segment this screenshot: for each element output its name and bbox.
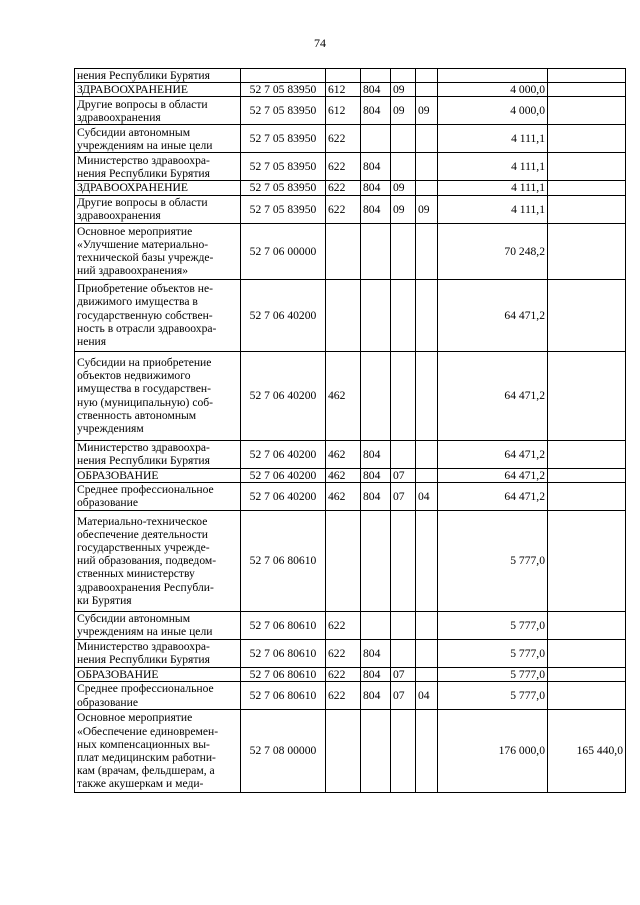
- row-name-cell: [75, 83, 241, 97]
- table-row: [75, 710, 626, 793]
- grbs-cell: 804: [361, 83, 391, 97]
- rz-cell: [391, 351, 416, 440]
- rz-cell: [391, 611, 416, 639]
- sum-cell: 5 777,0: [438, 682, 548, 710]
- rz-cell: [391, 639, 416, 667]
- csr-cell: 52 7 06 80610: [241, 667, 326, 681]
- row-name-line: Материально-техническое: [77, 514, 208, 528]
- vr-cell: 462: [326, 468, 361, 482]
- rz-cell: [391, 710, 416, 793]
- grbs-cell: [361, 125, 391, 153]
- rz-cell: [391, 440, 416, 468]
- sum-cell: 64 471,2: [438, 279, 548, 351]
- row-name-line: обеспечение деятельности: [77, 527, 208, 541]
- row-name-line: Среднее профессиональное: [77, 483, 214, 497]
- row-name-line: имущества в государствен-: [77, 382, 211, 396]
- sum2-cell: [548, 639, 626, 667]
- sum2-cell: [548, 482, 626, 510]
- pr-cell: [416, 710, 438, 793]
- sum2-cell: [548, 125, 626, 153]
- grbs-cell: [361, 510, 391, 611]
- grbs-cell: 804: [361, 195, 391, 223]
- table-row: [75, 97, 626, 125]
- rz-cell: 09: [391, 195, 416, 223]
- rz-cell: [391, 279, 416, 351]
- row-name-line: кам (врачам, фельдшерам, а: [77, 764, 215, 778]
- sum2-cell: 165 440,0: [548, 710, 626, 793]
- row-name-cell: [75, 710, 241, 793]
- row-name-line: ность в отрасли здравоохра-: [77, 321, 217, 335]
- csr-cell: 52 7 06 40200: [241, 279, 326, 351]
- row-name-cell: [75, 181, 241, 195]
- sum-cell: [438, 69, 548, 83]
- csr-cell: 52 7 06 40200: [241, 482, 326, 510]
- pr-cell: [416, 125, 438, 153]
- row-name-line: ных компенсационных вы-: [77, 737, 210, 751]
- sum-cell: 4 111,1: [438, 195, 548, 223]
- pr-cell: 04: [416, 482, 438, 510]
- row-name-line: Другие вопросы в области: [77, 97, 208, 111]
- grbs-cell: 804: [361, 440, 391, 468]
- csr-cell: 52 7 06 80610: [241, 682, 326, 710]
- vr-cell: 622: [326, 639, 361, 667]
- row-name-cell: [75, 223, 241, 279]
- row-name-line: здравоохранения Республи-: [77, 580, 214, 594]
- row-name-line: Другие вопросы в области: [77, 195, 208, 209]
- row-name-line: учреждениям: [77, 422, 144, 436]
- grbs-cell: [361, 69, 391, 83]
- sum-cell: 176 000,0: [438, 710, 548, 793]
- csr-cell: 52 7 08 00000: [241, 710, 326, 793]
- pr-cell: [416, 510, 438, 611]
- sum-cell: 4 000,0: [438, 97, 548, 125]
- sum2-cell: [548, 351, 626, 440]
- rz-cell: [391, 510, 416, 611]
- table-row: [75, 223, 626, 279]
- row-name-line: ний образования, подведом-: [77, 554, 217, 568]
- sum2-cell: [548, 153, 626, 181]
- csr-cell: 52 7 06 80610: [241, 639, 326, 667]
- row-name-line: ЗДРАВООХРАНЕНИЕ: [77, 181, 188, 195]
- row-name-cell: [75, 69, 241, 83]
- rz-cell: 07: [391, 667, 416, 681]
- rz-cell: 09: [391, 97, 416, 125]
- csr-cell: 52 7 06 80610: [241, 510, 326, 611]
- row-name-line: объектов недвижимого: [77, 369, 191, 383]
- sum-cell: 70 248,2: [438, 223, 548, 279]
- row-name-cell: [75, 611, 241, 639]
- sum-cell: 5 777,0: [438, 639, 548, 667]
- pr-cell: [416, 667, 438, 681]
- sum-cell: 4 111,1: [438, 125, 548, 153]
- row-name-line: нения Республики Бурятия: [77, 69, 210, 82]
- budget-table: [74, 68, 626, 793]
- vr-cell: 462: [326, 440, 361, 468]
- row-name-line: учреждениям на иные цели: [77, 625, 213, 639]
- table-row: [75, 682, 626, 710]
- rz-cell: 07: [391, 682, 416, 710]
- sum2-cell: [548, 69, 626, 83]
- pr-cell: 09: [416, 97, 438, 125]
- row-name-cell: [75, 153, 241, 181]
- row-name-line: ственных министерству: [77, 567, 195, 581]
- sum2-cell: [548, 510, 626, 611]
- pr-cell: [416, 83, 438, 97]
- row-name-line: движимого имущества в: [77, 295, 198, 309]
- csr-cell: 52 7 06 00000: [241, 223, 326, 279]
- grbs-cell: 804: [361, 682, 391, 710]
- pr-cell: [416, 223, 438, 279]
- grbs-cell: 804: [361, 482, 391, 510]
- row-name-line: технической базы учрежде-: [77, 251, 214, 265]
- row-name-line: нения: [77, 334, 107, 348]
- row-name-cell: [75, 440, 241, 468]
- pr-cell: [416, 468, 438, 482]
- vr-cell: 612: [326, 97, 361, 125]
- table-row: [75, 667, 626, 681]
- grbs-cell: [361, 223, 391, 279]
- csr-cell: 52 7 05 83950: [241, 97, 326, 125]
- row-name-cell: [75, 97, 241, 125]
- grbs-cell: 804: [361, 97, 391, 125]
- row-name-cell: [75, 125, 241, 153]
- row-name-line: учреждениям на иные цели: [77, 138, 213, 152]
- row-name-line: также акушеркам и меди-: [77, 777, 204, 791]
- sum-cell: 64 471,2: [438, 351, 548, 440]
- sum2-cell: [548, 440, 626, 468]
- row-name-line: ки Бурятия: [77, 593, 132, 607]
- vr-cell: 612: [326, 83, 361, 97]
- grbs-cell: 804: [361, 667, 391, 681]
- csr-cell: [241, 69, 326, 83]
- vr-cell: 622: [326, 667, 361, 681]
- table-row: [75, 510, 626, 611]
- rz-cell: 09: [391, 181, 416, 195]
- grbs-cell: 804: [361, 153, 391, 181]
- row-name-line: нения Республики Бурятия: [77, 653, 210, 667]
- sum2-cell: [548, 468, 626, 482]
- row-name-line: Среднее профессиональное: [77, 682, 214, 696]
- rz-cell: 07: [391, 468, 416, 482]
- rz-cell: 09: [391, 83, 416, 97]
- vr-cell: [326, 710, 361, 793]
- sum-cell: 5 777,0: [438, 510, 548, 611]
- grbs-cell: 804: [361, 639, 391, 667]
- sum2-cell: [548, 181, 626, 195]
- grbs-cell: 804: [361, 181, 391, 195]
- pr-cell: [416, 639, 438, 667]
- row-name-line: государственных учрежде-: [77, 541, 210, 554]
- row-name-line: государственную собствен-: [77, 308, 213, 322]
- sum-cell: 5 777,0: [438, 611, 548, 639]
- row-name-line: ОБРАЗОВАНИЕ: [77, 468, 159, 482]
- table-row: [75, 440, 626, 468]
- pr-cell: 04: [416, 682, 438, 710]
- vr-cell: 462: [326, 351, 361, 440]
- table-row: [75, 125, 626, 153]
- sum2-cell: [548, 682, 626, 710]
- sum2-cell: [548, 611, 626, 639]
- pr-cell: [416, 279, 438, 351]
- sum-cell: 64 471,2: [438, 440, 548, 468]
- vr-cell: 622: [326, 611, 361, 639]
- sum2-cell: [548, 667, 626, 681]
- row-name-cell: [75, 468, 241, 482]
- pr-cell: 09: [416, 195, 438, 223]
- csr-cell: 52 7 05 83950: [241, 195, 326, 223]
- row-name-line: здравоохранения: [77, 110, 161, 124]
- pr-cell: [416, 440, 438, 468]
- row-name-line: нения Республики Бурятия: [77, 454, 210, 468]
- rz-cell: [391, 69, 416, 83]
- table-row: [75, 279, 626, 351]
- pr-cell: [416, 351, 438, 440]
- csr-cell: 52 7 06 80610: [241, 611, 326, 639]
- row-name-line: «Улучшение материально-: [77, 237, 209, 251]
- pr-cell: [416, 69, 438, 83]
- csr-cell: 52 7 06 40200: [241, 351, 326, 440]
- table-row: [75, 69, 626, 83]
- row-name-cell: [75, 510, 241, 611]
- sum-cell: 64 471,2: [438, 468, 548, 482]
- csr-cell: 52 7 06 40200: [241, 468, 326, 482]
- rz-cell: [391, 153, 416, 181]
- row-name-line: Субсидии на приобретение: [77, 356, 212, 369]
- csr-cell: 52 7 05 83950: [241, 153, 326, 181]
- table-row: [75, 153, 626, 181]
- row-name-line: ЗДРАВООХРАНЕНИЕ: [77, 83, 188, 97]
- rz-cell: [391, 125, 416, 153]
- row-name-line: образование: [77, 695, 138, 709]
- vr-cell: [326, 510, 361, 611]
- grbs-cell: [361, 279, 391, 351]
- row-name-line: ний здравоохранения»: [77, 264, 189, 278]
- vr-cell: 622: [326, 125, 361, 153]
- table-row: [75, 181, 626, 195]
- sum2-cell: [548, 223, 626, 279]
- sum-cell: 4 000,0: [438, 83, 548, 97]
- row-name-line: Субсидии автономным: [77, 125, 191, 139]
- row-name-line: здравоохранения: [77, 209, 161, 223]
- row-name-line: Министерство здравоохра-: [77, 153, 210, 167]
- sum2-cell: [548, 97, 626, 125]
- vr-cell: 622: [326, 195, 361, 223]
- vr-cell: [326, 69, 361, 83]
- pr-cell: [416, 181, 438, 195]
- row-name-line: ственность автономным: [77, 408, 197, 422]
- page-number: 74: [314, 36, 326, 50]
- vr-cell: 622: [326, 682, 361, 710]
- sum-cell: 64 471,2: [438, 482, 548, 510]
- table-row: [75, 195, 626, 223]
- rz-cell: [391, 223, 416, 279]
- table-row: [75, 468, 626, 482]
- table-row: [75, 351, 626, 440]
- sum-cell: 4 111,1: [438, 181, 548, 195]
- row-name-line: «Обеспечение единовремен-: [77, 724, 219, 738]
- pr-cell: [416, 611, 438, 639]
- row-name-line: Министерство здравоохра-: [77, 440, 210, 454]
- grbs-cell: 804: [361, 468, 391, 482]
- table-row: [75, 639, 626, 667]
- sum-cell: 4 111,1: [438, 153, 548, 181]
- row-name-cell: [75, 279, 241, 351]
- table-row: [75, 83, 626, 97]
- row-name-cell: [75, 667, 241, 681]
- table-row: [75, 482, 626, 510]
- pr-cell: [416, 153, 438, 181]
- row-name-line: Министерство здравоохра-: [77, 640, 210, 654]
- row-name-line: Приобретение объектов не-: [77, 282, 213, 296]
- csr-cell: 52 7 06 40200: [241, 440, 326, 468]
- vr-cell: 622: [326, 153, 361, 181]
- table-row: [75, 611, 626, 639]
- sum-cell: 5 777,0: [438, 667, 548, 681]
- row-name-line: нения Республики Бурятия: [77, 166, 210, 180]
- row-name-cell: [75, 639, 241, 667]
- csr-cell: 52 7 05 83950: [241, 83, 326, 97]
- vr-cell: [326, 223, 361, 279]
- row-name-line: ную (муниципальную) соб-: [77, 395, 214, 409]
- vr-cell: 622: [326, 181, 361, 195]
- row-name-cell: [75, 482, 241, 510]
- row-name-line: образование: [77, 496, 138, 510]
- sum2-cell: [548, 279, 626, 351]
- row-name-line: Субсидии автономным: [77, 612, 191, 626]
- row-name-line: Основное мероприятие: [77, 224, 193, 238]
- csr-cell: 52 7 05 83950: [241, 125, 326, 153]
- table-body: [75, 69, 626, 793]
- csr-cell: 52 7 05 83950: [241, 181, 326, 195]
- row-name-cell: [75, 351, 241, 440]
- row-name-line: Основное мероприятие: [77, 711, 193, 725]
- row-name-cell: [75, 195, 241, 223]
- grbs-cell: [361, 351, 391, 440]
- grbs-cell: [361, 611, 391, 639]
- rz-cell: 07: [391, 482, 416, 510]
- row-name-line: ОБРАЗОВАНИЕ: [77, 667, 159, 681]
- sum2-cell: [548, 83, 626, 97]
- sum2-cell: [548, 195, 626, 223]
- grbs-cell: [361, 710, 391, 793]
- row-name-line: плат медицинским работни-: [77, 751, 216, 765]
- row-name-cell: [75, 682, 241, 710]
- vr-cell: 462: [326, 482, 361, 510]
- vr-cell: [326, 279, 361, 351]
